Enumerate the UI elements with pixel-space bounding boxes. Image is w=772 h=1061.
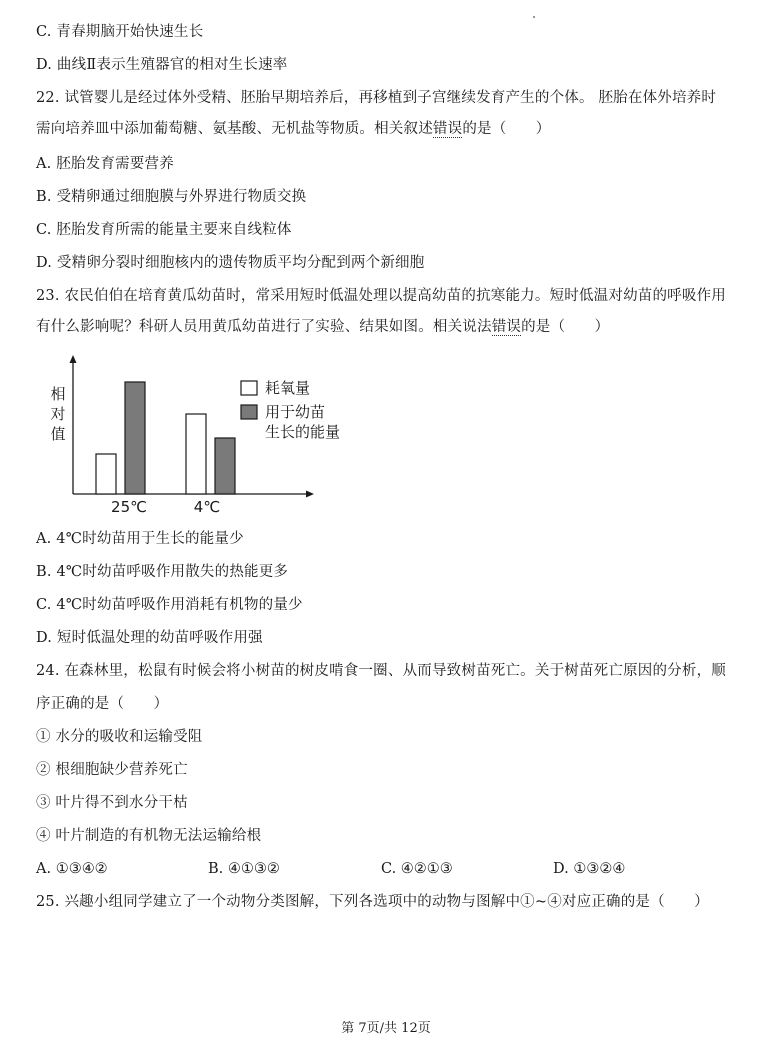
q23-option-c: C. 4℃时幼苗呼吸作用消耗有机物的量少 bbox=[36, 597, 303, 613]
q22-option-d: D. 受精卵分裂时细胞核内的遗传物质平均分配到两个新细胞 bbox=[36, 255, 425, 271]
q24-stem-line1: 24. 在森林里，松鼠有时候会将小树苗的树皮啃食一圈、从而导致树苗死亡。关于树苗死亡原因的分析，顺 bbox=[36, 663, 726, 679]
y-label-char-2: 对 bbox=[50, 405, 66, 423]
y-label-char-1: 相 bbox=[50, 385, 66, 403]
q24-item-3: ③ 叶片得不到水分干枯 bbox=[36, 795, 188, 811]
q23-option-d: D. 短时低温处理的幼苗呼吸作用强 bbox=[36, 630, 263, 646]
bar-oxygen-25c bbox=[96, 454, 116, 494]
bar-chart bbox=[40, 352, 380, 522]
q23-option-a: A. 4℃时幼苗用于生长的能量少 bbox=[36, 531, 244, 547]
q25-stem: 25. 兴趣小组同学建立了一个动物分类图解，下列各选项中的动物与图解中①~④对应正确的是（ ） bbox=[36, 894, 709, 910]
q22-option-c: C. 胚胎发育所需的能量主要来自线粒体 bbox=[36, 222, 292, 238]
q22-option-b: B. 受精卵通过细胞膜与外界进行物质交换 bbox=[36, 189, 307, 205]
legend-swatch-oxygen bbox=[241, 381, 257, 395]
x-tick-4c: 4℃ bbox=[193, 498, 221, 516]
x-axis-arrow bbox=[306, 491, 314, 498]
q24-item-1: ① 水分的吸收和运输受阻 bbox=[36, 729, 203, 745]
q22-stem-line2: 需向培养皿中添加葡萄糖、氨基酸、无机盐等物质。相关叙述错误的是（ ） bbox=[36, 121, 551, 137]
q22-option-a: A. 胚胎发育需要营养 bbox=[36, 156, 174, 172]
q21-option-d: D. 曲线Ⅱ表示生殖器官的相对生长速率 bbox=[36, 57, 288, 73]
q23-stem-line2: 有什么影响呢？科研人员用黄瓜幼苗进行了实验、结果如图。相关说法错误的是（ ） bbox=[36, 319, 610, 335]
stray-dot bbox=[533, 16, 535, 18]
q24-option-c: C. ④②①③ bbox=[381, 861, 453, 877]
bar-energy-25c bbox=[125, 382, 145, 494]
q24-option-b: B. ④①③② bbox=[208, 861, 280, 877]
q24-option-a: A. ①③④② bbox=[36, 861, 108, 877]
legend-swatch-energy bbox=[241, 405, 257, 419]
q24-item-4: ④ 叶片制造的有机物无法运输给根 bbox=[36, 828, 262, 844]
bar-energy-4c bbox=[215, 438, 235, 494]
x-tick-25c: 25℃ bbox=[111, 498, 147, 516]
q24-item-2: ② 根细胞缺少营养死亡 bbox=[36, 762, 188, 778]
q24-option-d: D. ①③②④ bbox=[553, 861, 626, 877]
bar-oxygen-4c bbox=[186, 414, 206, 494]
y-label-char-3: 值 bbox=[50, 425, 66, 443]
legend-label-energy-line2: 生长的能量 bbox=[265, 423, 341, 441]
y-axis-arrow bbox=[70, 355, 77, 363]
legend-label-energy-line1: 用于幼苗 bbox=[265, 403, 326, 421]
q23-emphasis: 错误 bbox=[491, 319, 522, 335]
q23-option-b: B. 4℃时幼苗呼吸作用散失的热能更多 bbox=[36, 564, 289, 580]
q24-stem-line2: 序正确的是（ ） bbox=[36, 696, 169, 712]
q22-stem-line1: 22. 试管婴儿是经过体外受精、胚胎早期培养后，再移植到子宫继续发育产生的个体。 胚胎在体外培养时 bbox=[36, 90, 717, 106]
q21-option-c: C. 青春期脑开始快速生长 bbox=[36, 24, 204, 40]
page-number: 第 7页/共 12页 bbox=[341, 1021, 431, 1036]
q22-emphasis: 错误 bbox=[432, 121, 463, 137]
legend-label-oxygen: 耗氧量 bbox=[265, 379, 311, 397]
q23-stem-line1: 23. 农民伯伯在培育黄瓜幼苗时，常采用短时低温处理以提高幼苗的抗寒能力。短时低温对幼苗的呼吸作用 bbox=[36, 288, 726, 304]
